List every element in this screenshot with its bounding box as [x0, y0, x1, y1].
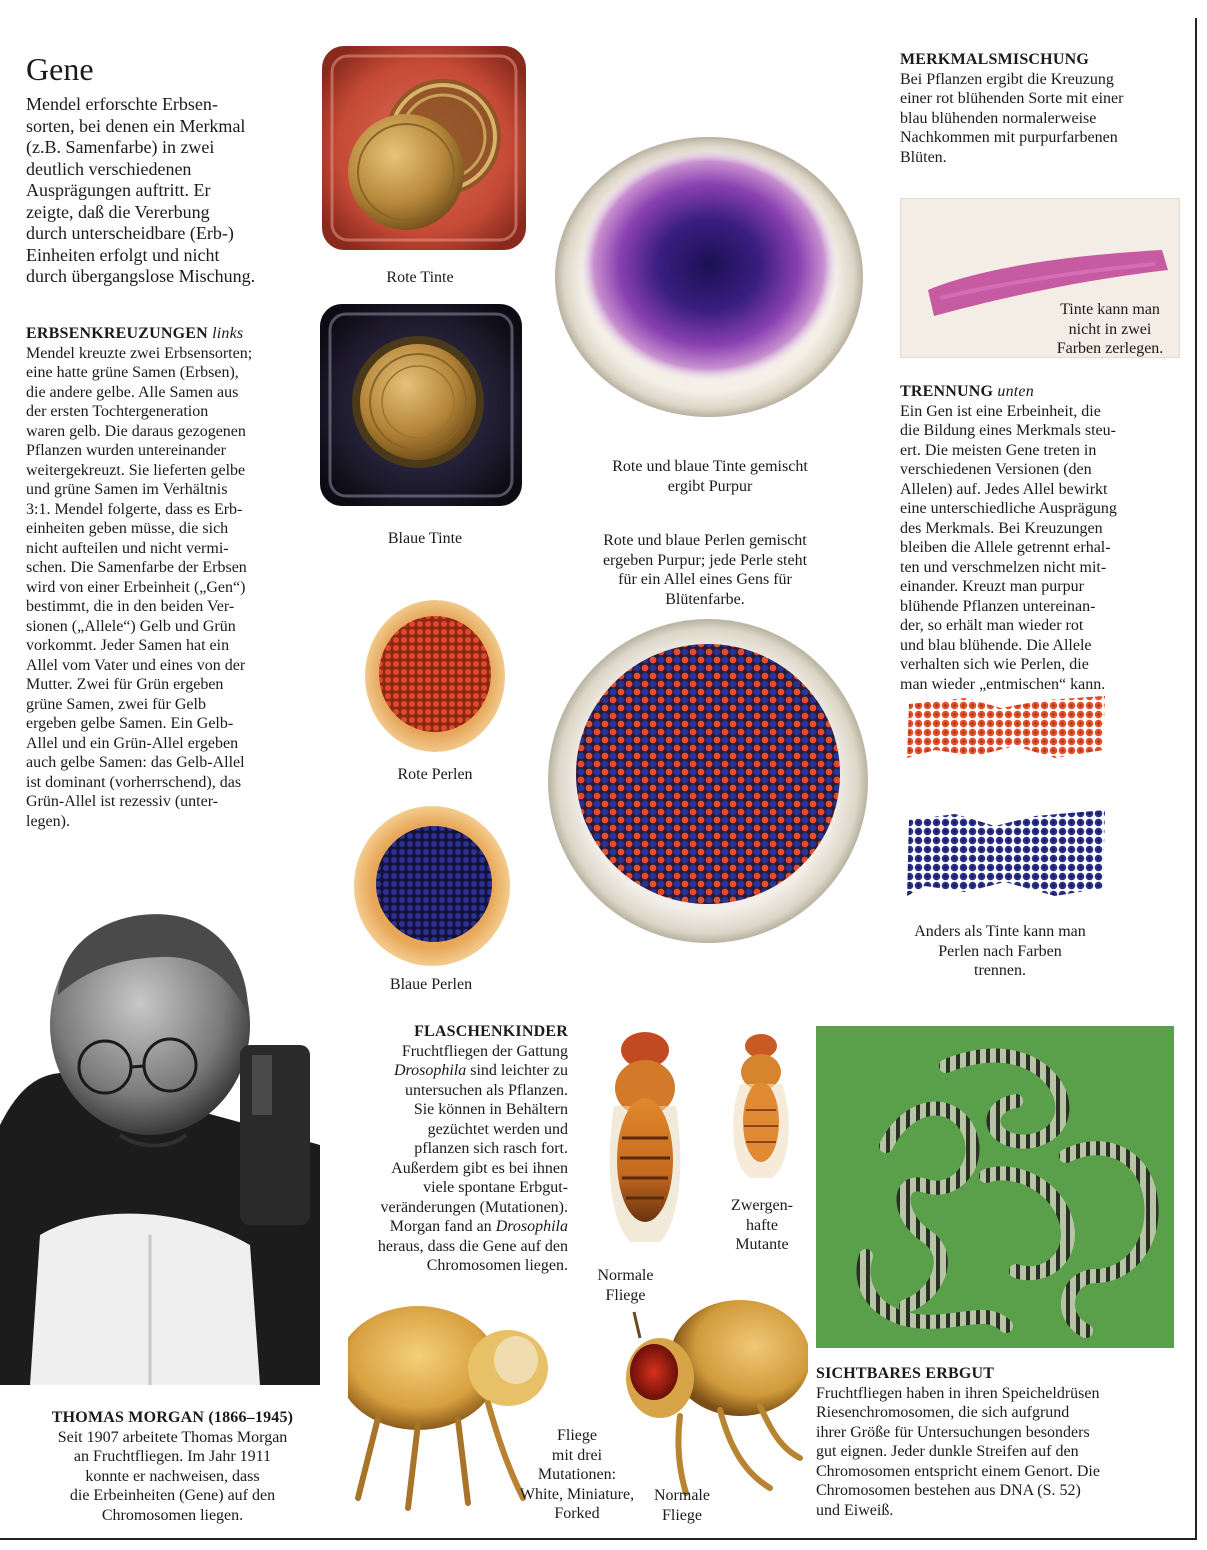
morgan-line: Seit 1907 arbeitete Thomas Morgan: [57, 1428, 288, 1446]
trennung-line: und blau blühende. Die Allele: [900, 636, 1092, 654]
flaschen-line: Morgan fand an Drosophila: [389, 1218, 568, 1235]
caption-perlen-trennen: Anders als Tinte kann man Perlen nach Farben trennen.: [914, 923, 1086, 979]
morgan-line: die Erbeinheiten (Gene) auf den: [69, 1487, 276, 1504]
trennung-line: des Merkmals. Bei Kreuzungen: [900, 519, 1103, 537]
merkmal-heading: MERKMALSMISCHUNG: [900, 51, 1089, 68]
erbsen-line: auch gelbe Samen: das Gelb-Allel: [26, 754, 245, 771]
flaschen-line: pflanzen sich rasch fort.: [414, 1140, 568, 1157]
sichtbar-line: Riesenchromosomen, die sich aufgrund: [816, 1404, 1070, 1421]
trennung-line: Allelen) auf. Jedes Allel bewirkt: [900, 480, 1108, 498]
erbsen-line: legen).: [26, 812, 70, 830]
erbsen-line: Pflanzen wurden untereinander: [26, 442, 226, 459]
page-border-right: [1195, 18, 1197, 1538]
mixed-beads-dish: [545, 616, 871, 946]
caption-tinte-gemischt: Rote und blaue Tinte gemischt ergibt Purpur: [612, 458, 808, 495]
separated-beads: [905, 692, 1110, 907]
purple-ink-dish: [553, 135, 865, 420]
intro-line: durch übergangslose Mischung.: [26, 266, 256, 286]
trennung-line: die Bildung eines Merkmals steu-: [900, 422, 1116, 439]
morgan-line: konnte er nachweisen, dass: [85, 1467, 260, 1485]
merkmal-line: einer rot blühenden Sorte mit einer: [900, 90, 1124, 107]
trennung-line: eine unterschiedliche Ausprägung: [900, 500, 1117, 517]
normal-fly-top-view: [590, 1028, 700, 1248]
blue-beads-jar: [350, 800, 515, 970]
erbsen-line: sionen („Allele“) Gelb und Grün: [26, 617, 236, 635]
trennung-heading: TRENNUNG unten: [900, 383, 1034, 400]
merkmal-section: [900, 50, 1190, 167]
merkmal-line: Nachkommen mit purpurfarbenen: [900, 129, 1118, 146]
trennung-line: der, so erhält man wieder rot: [900, 617, 1084, 634]
trennung-line: blühende Pflanzen untereinan-: [900, 597, 1096, 615]
trennung-line: einander. Kreuzt man purpur: [900, 578, 1084, 595]
intro-line: (z.B. Samenfarbe) in zwei: [26, 137, 215, 157]
trennung-line: ert. Die meisten Gene treten in: [900, 441, 1097, 459]
flaschen-line: viele spontane Erbgut-: [423, 1179, 568, 1196]
normal-fly-side-view: [620, 1298, 808, 1498]
intro-line: deutlich verschiedenen: [26, 158, 192, 179]
erbsen-line: bestimmt, die in den beiden Ver-: [26, 598, 235, 615]
merkmal-line: blau blühenden normalerweise: [900, 109, 1097, 127]
intro-line: zeigte, daß die Vererbung: [26, 201, 210, 222]
dwarf-mutant-fly: [722, 1030, 800, 1180]
erbsen-line: vorkommt. Jeder Samen hat ein: [26, 637, 230, 654]
sichtbar-line: Fruchtfliegen haben in ihren Speicheldrüsen: [816, 1384, 1100, 1402]
caption-rote-perlen: Rote Perlen: [397, 766, 473, 783]
flaschen-heading: FLASCHENKINDER: [414, 1023, 568, 1040]
caption-drei-mutationen: Fliege mit drei Mutationen: White, Miniature, Forked: [519, 1427, 635, 1522]
erbsen-line: einheiten geben müsse, die sich: [26, 520, 229, 537]
intro-line: durch unterscheidbare (Erb-): [26, 223, 234, 243]
intro-line: sorten, bei denen ein Merkmal: [26, 115, 246, 136]
trennung-line: Ein Gen ist eine Erbeinheit, die: [900, 402, 1101, 420]
morgan-line: Chromosomen liegen.: [101, 1506, 244, 1524]
caption-perlen-gemischt: Rote und blaue Perlen gemischt ergeben Purpur; jede Perle steht für ein Allel eines Gens für Blütenfarbe.: [602, 532, 808, 608]
giant-chromosomes-image: [816, 1026, 1174, 1348]
sichtbar-line: Chromosomen entspricht einem Genort. Die: [816, 1462, 1100, 1480]
erbsen-line: wird von einer Erbeinheit („Gen“): [26, 578, 246, 596]
morgan-heading: THOMAS MORGAN (1866–1945): [51, 1409, 294, 1426]
erbsen-line: Allel und ein Grün-Allel ergeben: [26, 734, 239, 752]
erbsen-line: nicht aufteilen und nicht vermi-: [26, 539, 229, 557]
red-beads-jar: [360, 596, 510, 761]
page-border-bottom: [0, 1538, 1197, 1540]
sichtbar-line: Chromosomen bestehen aus DNA (S. 52): [816, 1482, 1081, 1499]
caption-normale-fliege-1: Normale Fliege: [597, 1267, 654, 1304]
erbsen-line: waren gelb. Die daraus gezogenen: [26, 422, 246, 440]
morgan-line: an Fruchtfliegen. Im Jahr 1911: [73, 1448, 272, 1465]
flaschen-line: Sie können in Behältern: [413, 1101, 568, 1118]
erbsen-line: ist dominant (vorherrschend), das: [26, 773, 242, 791]
merkmal-line: Bei Pflanzen ergibt die Kreuzung: [900, 70, 1114, 88]
thomas-morgan-photo: [0, 905, 320, 1385]
flaschen-line: untersuchen als Pflanzen.: [404, 1081, 568, 1099]
sichtbar-line: und Eiweiß.: [816, 1501, 894, 1519]
erbsen-line: 3:1. Mendel folgerte, dass es Erb-: [26, 500, 243, 518]
erbsen-line: Grün-Allel ist rezessiv (unter-: [26, 793, 219, 810]
flaschen-line: veränderungen (Mutationen).: [380, 1198, 568, 1216]
caption-rote-tinte: Rote Tinte: [386, 269, 454, 286]
sichtbar-heading: SICHTBARES ERBGUT: [816, 1365, 995, 1382]
flaschen-line: Drosophila sind leichter zu: [393, 1062, 568, 1079]
intro-text: [26, 94, 316, 288]
caption-blaue-perlen: Blaue Perlen: [389, 976, 473, 993]
flaschen-line: Außerdem gibt es bei ihnen: [391, 1159, 568, 1177]
erbsen-line: eine hatte grüne Samen (Erbsen),: [26, 364, 239, 381]
erbsen-line: und grüne Samen im Verhältnis: [26, 481, 228, 498]
flaschen-line: gezüchtet werden und: [427, 1120, 568, 1138]
erbsen-line: Mendel kreuzte zwei Erbsensorten;: [26, 344, 253, 362]
red-ink-jar: [318, 42, 530, 254]
merkmal-line: Blüten.: [900, 148, 947, 166]
page-title: Gene: [26, 51, 94, 87]
trennung-line: bleiben die Allele getrennt erhal-: [900, 539, 1111, 556]
trennung-line: verhalten sich wie Perlen, die: [900, 656, 1089, 673]
sichtbar-line: ihrer Größe für Untersuchungen besonders: [816, 1423, 1090, 1441]
caption-tinte-zerlegen: Tinte kann man nicht in zwei Farben zerlegen.: [1056, 301, 1164, 357]
trennung-line: ten und verschmelzen nicht mit-: [900, 558, 1107, 576]
erbsen-line: grüne Samen, zwei für Gelb: [26, 695, 206, 713]
intro-line: Mendel erforschte Erbsen-: [26, 94, 218, 114]
blue-ink-jar: [316, 300, 526, 510]
caption-zwergen-mutante: Zwergen- hafte Mutante: [731, 1197, 793, 1253]
erbsen-line: Allel vom Vater und eines von der: [26, 656, 246, 674]
morgan-section: [20, 1408, 325, 1525]
flaschen-section: [340, 1022, 568, 1276]
flaschen-line: heraus, dass die Gene auf den: [377, 1237, 568, 1255]
flaschen-line: Chromosomen liegen.: [426, 1257, 568, 1274]
trennung-section: [900, 382, 1190, 694]
intro-line: Einheiten erfolgt und nicht: [26, 244, 220, 265]
erbsen-line: schen. Die Samenfarbe der Erbsen: [26, 559, 247, 576]
erbsen-heading: ERBSENKREUZUNGEN links: [26, 325, 244, 342]
erbsen-line: der ersten Tochtergeneration: [26, 403, 209, 420]
caption-normale-fliege-2: Normale Fliege: [654, 1487, 710, 1524]
trennung-line: man wieder „entmischen“ kann.: [900, 675, 1106, 693]
trennung-line: verschiedenen Versionen (den: [900, 461, 1092, 478]
erbsen-section: [26, 324, 316, 831]
erbsen-line: weitergekreuzt. Sie lieferten gelbe: [26, 461, 246, 479]
erbsen-line: Mutter. Zwei für Grün ergeben: [26, 676, 224, 693]
flaschen-line: Fruchtfliegen der Gattung: [401, 1042, 568, 1060]
caption-blaue-tinte: Blaue Tinte: [387, 530, 463, 547]
erbsen-line: die andere gelbe. Alle Samen aus: [26, 383, 239, 401]
erbsen-line: ergeben gelbe Samen. Ein Gelb-: [26, 715, 234, 732]
sichtbar-line: gut eignen. Jeder dunkle Streifen auf den: [816, 1443, 1079, 1460]
intro-line: Ausprägungen auftritt. Er: [26, 180, 211, 200]
sichtbar-section: [816, 1364, 1191, 1520]
